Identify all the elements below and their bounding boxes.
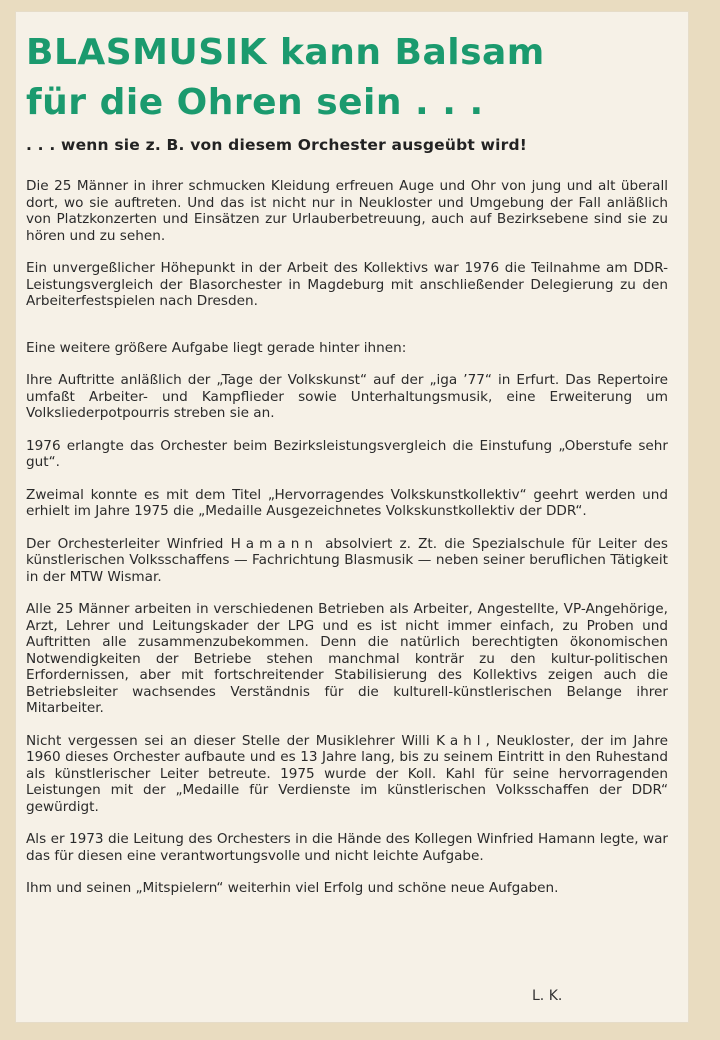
headline-line-2: für die Ohren sein . . . [26,82,484,123]
paragraph-next-task: Eine weitere größere Aufgabe liegt gerade hinter ihnen: [26,339,407,356]
person-name-hamann: Hamann [230,535,318,552]
paragraph-highlight-1976: Ein unvergeßlicher Höhepunkt in der Arbeit des Kollektivs war 1976 die Teilnahme am DDR-Leistungsvergleich der Blasorchester in Magdeburg mit anschließender Delegierung zu den Arbeiterfestspielen nach Dresden. [26,260,668,309]
paragraph-handover-1973: Als er 1973 die Leitung des Orchesters in die Hände des Kollegen Winfried Hamann legte, war das für diesen eine verantwortungsvolle und nicht leichte Aufgabe. [26,831,668,864]
article-page [16,12,688,1022]
subheadline: . . . wenn sie z. B. von diesem Orchester ausgeübt wird! [26,136,528,154]
text-segment: Der Orchesterleiter Winfried [26,535,231,552]
headline-line-1: BLASMUSIK kann Balsam [26,32,545,73]
paragraph-oberstufe: 1976 erlangte das Orchester beim Bezirksleistungsvergleich die Einstufung „Oberstufe sehr gut“. [26,437,668,470]
paragraph-closing: Ihm und seinen „Mitspielern“ weiterhin viel Erfolg und schöne neue Aufgaben. [26,880,559,896]
paragraph-hamann [26,536,668,586]
author-signature: L. K. [532,988,563,1004]
paragraph-honors: Zweimal konnte es mit dem Titel „Hervorragendes Volkskunstkollektiv“ geehrt werden und erhielt im Jahre 1975 die „Medaille Ausgezeichnetes Volkskunstkollektiv der DDR“. [26,486,668,519]
headline [26,28,545,128]
text-segment: , Neukloster, der im Jahre 1960 dieses Orchester aufbaute und es 13 Jahre lang, bis zu seinem Eintritt in den Ruhestand als künstlerischer Leiter betreute. 1975 wurde der Koll. Kahl für seine hervorragenden Leistungen mit der „Medaille für Verdienste im künstlerischen Volksschaffen der DDR“ gewürdigt. [26,732,668,815]
paragraph-workers: Alle 25 Männer arbeiten in verschiedenen Betrieben als Arbeiter, Angestellte, VP-Angehörige, Arzt, Lehrer und Leitungskader der LPG und es ist nicht immer einfach, zu Proben und Auftritten alle zusammenzubekommen. Denn die natürlich berechtigten ökonomischen Notwendigkeiten der Betriebe stehen manchmal konträr zu den kultur-politischen Erfordernissen, aber mit fortschreitender Stabilisierung des Kollektivs zeigen auch die Betriebsleiter wachsendes Verständnis für die kulturell-künstlerischen Belange ihrer Mitarbeiter. [26,601,668,716]
text-segment: absolviert z. Zt. die Spezialschule für Leiter des künstlerischen Volksschaffens — Fachrichtung Blasmusik — neben seiner beruflichen Tätigkeit in der MTW Wismar. [26,535,668,585]
person-name-kahl: Kahl [436,732,486,749]
paragraph-intro: Die 25 Männer in ihrer schmucken Kleidung erfreuen Auge und Ohr von jung und alt überall dort, wo sie auftreten. Und das ist nicht nur in Neukloster und Umgebung der Fall anläßlich von Platzkonzerten und Einsätzen zur Urlauberbetreuung, auch auf Bezirksebene sind sie zu hören und zu sehen. [26,178,668,244]
article-body [26,178,668,913]
paragraph-kahl [26,733,668,816]
text-segment: Nicht vergessen sei an dieser Stelle der Musiklehrer Willi [26,732,437,749]
paragraph-iga: Ihre Auftritte anläßlich der „Tage der Volkskunst“ auf der „iga ’77“ in Erfurt. Das Repertoire umfaßt Arbeiter- und Kampflieder sowie Unterhaltungsmusik, eine Erweiterung um Volksliederpotpourris streben sie an. [26,372,668,421]
